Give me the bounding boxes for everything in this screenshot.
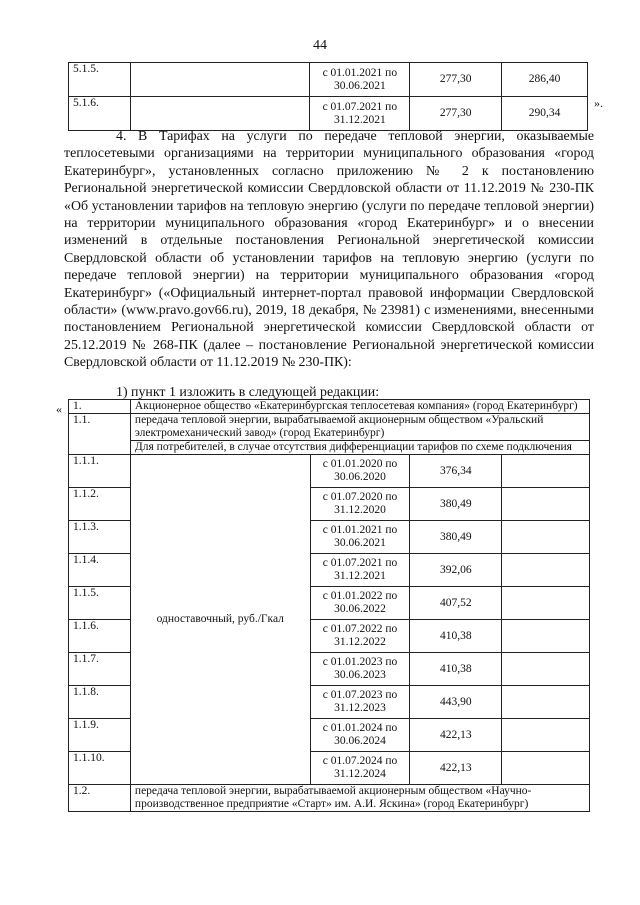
row-number: 1.1.4.: [69, 554, 131, 587]
empty-cell: [502, 554, 590, 587]
tariff-type-cell: одноставочный, руб./Гкал: [130, 455, 310, 785]
table-row: [69, 400, 590, 414]
closing-quote: ».: [594, 96, 603, 110]
empty-cell: [130, 97, 309, 131]
row-number: 1.1.1.: [69, 455, 131, 488]
value-cell: 407,52: [410, 587, 502, 620]
table-row: [69, 785, 590, 812]
row-number: 1.1.10.: [69, 752, 131, 785]
value-cell: 443,90: [410, 686, 502, 719]
tariff-table-main: [68, 399, 590, 812]
period-cell: с 01.01.2024 по 30.06.2024: [310, 719, 410, 752]
period-cell: с 01.07.2022 по 31.12.2022: [310, 620, 410, 653]
subpoint-text: 1) пункт 1 изложить в следующей редакции:: [116, 385, 380, 400]
period-cell: с 01.07.2021 по 31.12.2021: [310, 554, 410, 587]
row-number: 1.2.: [69, 785, 131, 812]
value-cell: 286,40: [502, 63, 588, 97]
empty-cell: [502, 488, 590, 521]
service-cell: передача тепловой энергии, вырабатываемой акционерным обществом «Научно-производственное предприятие «Старт» им. А.И. Яскина» (город Екатеринбург): [130, 785, 589, 812]
empty-cell: [502, 587, 590, 620]
period-cell: с 01.07.2024 по 31.12.2024: [310, 752, 410, 785]
period-cell: с 01.01.2023 по 30.06.2023: [310, 653, 410, 686]
row-number: 1.1.6.: [69, 620, 131, 653]
row-number: 1.: [69, 400, 131, 414]
table-row: [69, 97, 588, 131]
empty-cell: [502, 653, 590, 686]
tariff-table-top: [68, 62, 588, 131]
empty-cell: [502, 521, 590, 554]
organization-cell: Акционерное общество «Екатеринбургская теплосетевая компания» (город Екатеринбург): [130, 400, 589, 414]
value-cell: 277,30: [410, 63, 502, 97]
row-number: 1.1.2.: [69, 488, 131, 521]
empty-cell: [502, 620, 590, 653]
row-number: 1.1.8.: [69, 686, 131, 719]
value-cell: 410,38: [410, 620, 502, 653]
row-number: 5.1.5.: [69, 63, 131, 97]
table-row: [69, 414, 590, 441]
table-row: [69, 441, 590, 455]
row-number: 1.1.9.: [69, 719, 131, 752]
row-number: 1.1.: [69, 414, 131, 455]
empty-cell: [502, 719, 590, 752]
value-cell: 380,49: [410, 521, 502, 554]
period-cell: с 01.07.2023 по 31.12.2023: [310, 686, 410, 719]
value-cell: 422,13: [410, 719, 502, 752]
empty-cell: [502, 752, 590, 785]
period-cell: с 01.07.2021 по 31.12.2021: [310, 97, 410, 131]
period-cell: с 01.07.2020 по 31.12.2020: [310, 488, 410, 521]
body-paragraph: [64, 128, 594, 372]
value-cell: 290,34: [502, 97, 588, 131]
empty-cell: [130, 63, 309, 97]
period-cell: с 01.01.2022 по 30.06.2022: [310, 587, 410, 620]
value-cell: 376,34: [410, 455, 502, 488]
period-cell: с 01.01.2021 по 30.06.2021: [310, 63, 410, 97]
value-cell: 410,38: [410, 653, 502, 686]
paragraph-text: 4. В Тарифах на услуги по передаче тепловой энергии, оказываемые теплосетевыми организациями на территории муниципального образования «город Екатеринбург», установленных согласно приложению № 2 к постановлению Региональной энергетической комиссии Свердловской области от 11.12.2019 № 230-ПК «Об установлении тарифов на тепловую энергию (услуги по передаче тепловой энергии) на территории муниципального образования «город Екатеринбург» и о внесении изменений в отдельные постановления Региональной энергетической комиссии Свердловской области об установлении тарифов на тепловую энергию (услуги по передаче тепловой энергии) на территории муниципального образования «город Екатеринбург» («Официальный интернет-портал правовой информации Свердловской области» (www.pravo.gov66.ru), 2019, 18 декабря, № 23981) с изменениями, внесенными постановлением Региональной энергетической комиссии Свердловской области от 25.12.2019 № 268-ПК (далее – постановление Региональной энергетической комиссии Свердловской области от 11.12.2019 № 230-ПК):: [64, 129, 594, 371]
period-cell: с 01.01.2020 по 30.06.2020: [310, 455, 410, 488]
table-row: [69, 455, 590, 488]
value-cell: 392,06: [410, 554, 502, 587]
empty-cell: [502, 455, 590, 488]
row-number: 1.1.5.: [69, 587, 131, 620]
value-cell: 277,30: [410, 97, 502, 131]
service-cell: передача тепловой энергии, вырабатываемой акционерным обществом «Уральский электромеханический завод» (город Екатеринбург): [130, 414, 589, 441]
table-row: [69, 63, 588, 97]
page-number: 44: [313, 38, 327, 53]
row-number: 1.1.7.: [69, 653, 131, 686]
opening-quote: «: [56, 402, 62, 416]
row-number: 1.1.3.: [69, 521, 131, 554]
period-cell: с 01.01.2021 по 30.06.2021: [310, 521, 410, 554]
value-cell: 422,13: [410, 752, 502, 785]
value-cell: 380,49: [410, 488, 502, 521]
empty-cell: [502, 686, 590, 719]
consumers-cell: Для потребителей, в случае отсутствия дифференциации тарифов по схеме подключения: [130, 441, 589, 455]
row-number: 5.1.6.: [69, 97, 131, 131]
